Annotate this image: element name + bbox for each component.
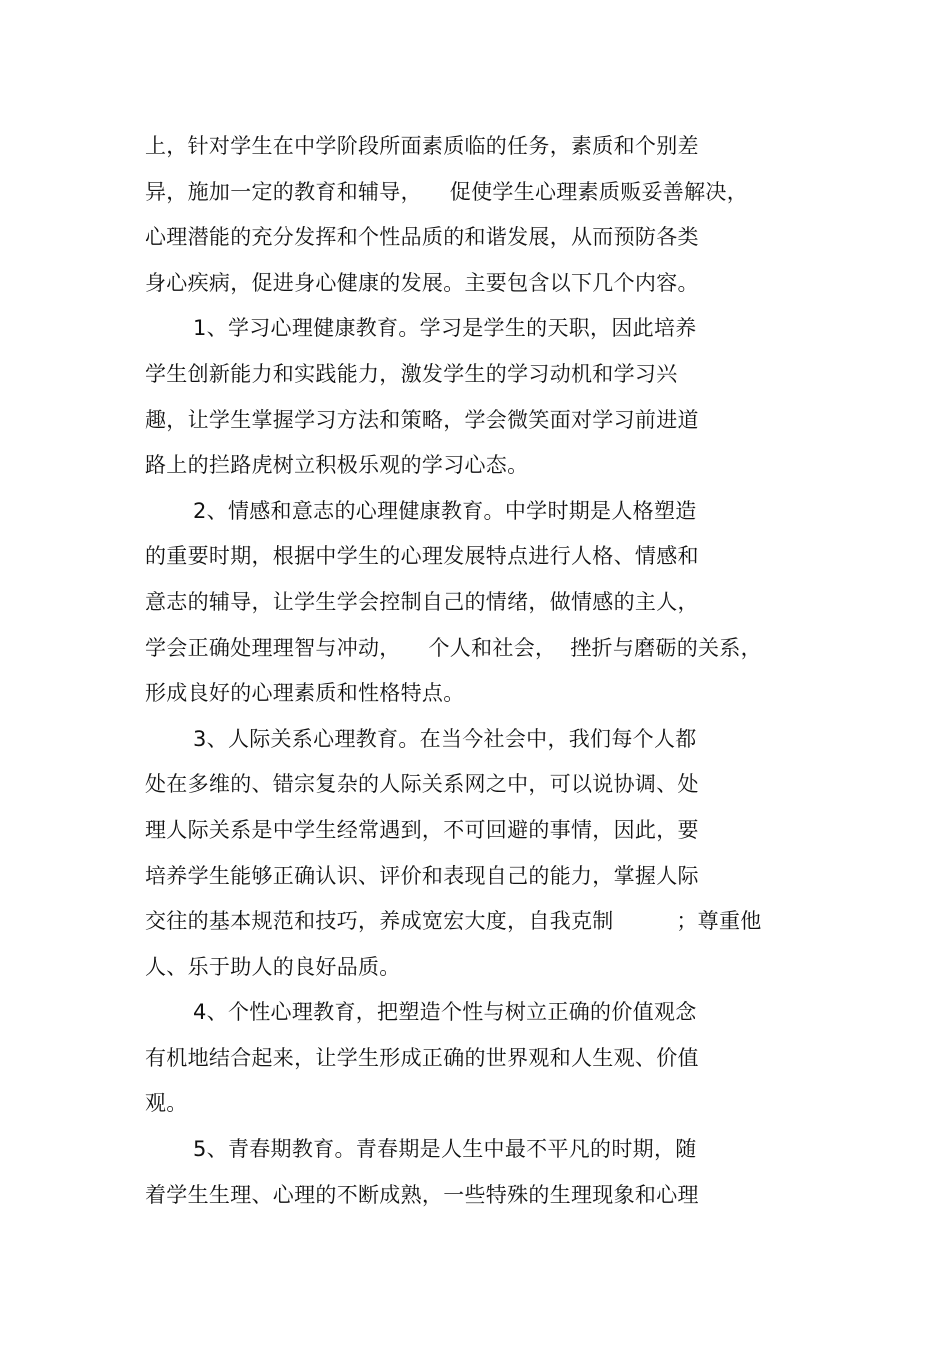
body-text [145, 124, 825, 1218]
text-line: 学会正确处理理智与冲动， 个人和社会， 挫折与磨砺的关系， [145, 635, 762, 660]
text-line: 心理潜能的充分发挥和个性品质的和谐发展，从而预防各类 [145, 225, 699, 250]
text-line: 上，针对学生在中学阶段所面素质临的任务，素质和个别差 [145, 134, 699, 158]
paragraph-first-line: 5、青春期教育。青春期是人生中最不平凡的时期，随 [193, 1137, 697, 1162]
text-line: 的重要时期，根据中学生的心理发展特点进行人格、情感和 [145, 544, 699, 569]
text-line: 观。 [145, 1091, 188, 1116]
text-line: 学生创新能力和实践能力，激发学生的学习动机和学习兴 [145, 361, 678, 386]
text-line: 异，施加一定的教育和辅导， 促使学生心理素质贩妥善解决， [145, 179, 748, 204]
text-line: 身心疾病，促进身心健康的发展。主要包含以下几个内容。 [145, 270, 699, 295]
text-line: 意志的辅导，让学生学会控制自己的情绪，做情感的主人， [145, 589, 699, 614]
paragraph-first-line: 3、人际关系心理教育。在当今社会中，我们每个人都 [193, 726, 697, 751]
text-line: 着学生生理、心理的不断成熟，一些特殊的生理现象和心理 [145, 1182, 699, 1207]
text-line: 处在多维的、错宗复杂的人际关系网之中，可以说协调、处 [145, 772, 699, 797]
paragraph-first-line: 1、学习心理健康教育。学习是学生的天职，因此培养 [193, 316, 697, 341]
text-line: 路上的拦路虎树立积极乐观的学习心态。 [145, 453, 529, 478]
text-line: 人、乐于助人的良好品质。 [145, 954, 401, 979]
text-line: 交往的基本规范和技巧，养成宽宏大度，自我克制 ；尊重他 [145, 909, 762, 934]
text-line: 形成良好的心理素质和性格特点。 [145, 681, 465, 706]
text-line: 趣，让学生掌握学习方法和策略，学会微笑面对学习前进道 [145, 407, 699, 432]
text-line: 培养学生能够正确认识、评价和表现自己的能力，掌握人际 [145, 863, 699, 888]
paragraph-first-line: 2、情感和意志的心理健康教育。中学时期是人格塑造 [193, 498, 697, 523]
text-line: 有机地结合起来，让学生形成正确的世界观和人生观、价值 [145, 1045, 699, 1070]
paragraph-first-line: 4、个性心理教育，把塑造个性与树立正确的价值观念 [193, 1000, 697, 1025]
text-line: 理人际关系是中学生经常遇到，不可回避的事情，因此，要 [145, 817, 699, 842]
